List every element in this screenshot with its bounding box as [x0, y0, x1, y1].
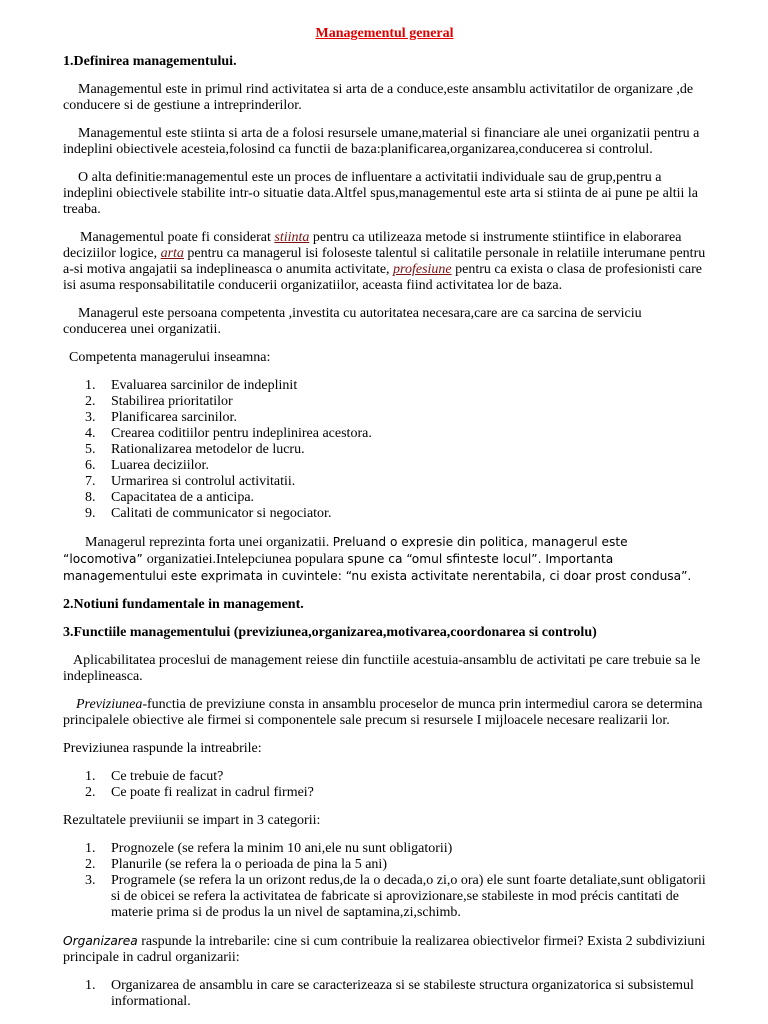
paragraph: Previziunea raspunde la intreabrile:: [63, 741, 262, 756]
paragraph-locomotive: [63, 534, 706, 585]
list-text: Ce trebuie de facut?: [111, 769, 224, 784]
list-number: 1.: [85, 841, 96, 856]
paragraph-previziunea: [63, 697, 706, 729]
list-item: [63, 490, 706, 506]
list-item: [63, 458, 706, 474]
term-profesiune: profesiune: [393, 262, 452, 277]
list-text: Organizarea de ansamblu in care se caracterizeaza si se stabileste structura organizatorica si subsistemul informational.: [111, 978, 694, 1009]
text-run: Preluand o expresie din politica, managerul este “locomotiva”: [63, 535, 628, 566]
text-run: -functia de previziune consta in ansamblu proceselor de munca prin intermediul carora se determina principalele obiective ale firmei si componentele sale precum si resursele I mijloacele necesare realizarii lor.: [63, 697, 703, 728]
paragraph: Managementul este stiinta si arta de a folosi resursele umane,material si financiare ale unei organizatii pentru a indeplini obiectivele acesteia,folosind ca functii de baza:planificarea,organizarea,conducerea si controlul.: [63, 126, 700, 157]
list-text: Planificarea sarcinilor.: [111, 410, 237, 425]
list-number: 2.: [85, 394, 96, 409]
list-number: 3.: [85, 410, 96, 425]
text-run: pentru ca utilizeaza metode si instrumente stiintifice in elaborarea deciziilor logice,: [63, 230, 682, 261]
list-number: 7.: [85, 474, 96, 489]
competence-list: [63, 378, 706, 522]
list-number: 5.: [85, 442, 96, 457]
list-text: Urmarirea si controlul activitatii.: [111, 474, 296, 489]
paragraph-definitions: [63, 230, 706, 294]
list-item: [63, 426, 706, 442]
list-number: 1.: [85, 978, 96, 993]
text-run: organizatiei.Intelepciunea populara: [146, 552, 348, 567]
term-arta: arta: [160, 246, 184, 261]
list-item: [63, 410, 706, 426]
paragraph: Competenta managerului inseamna:: [69, 350, 271, 365]
list-number: 3.: [85, 873, 96, 888]
questions-list: [63, 769, 706, 801]
list-text: Planurile (se refera la o perioada de pina la 5 ani): [111, 857, 387, 872]
list-item: [63, 769, 706, 785]
list-number: 6.: [85, 458, 96, 473]
list-text: Calitati de communicator si negociator.: [111, 506, 332, 521]
list-item: [63, 873, 706, 921]
list-number: 1.: [85, 769, 96, 784]
list-number: 2.: [85, 785, 96, 800]
list-number: 2.: [85, 857, 96, 872]
list-item: [63, 785, 706, 801]
list-item: [63, 378, 706, 394]
list-text: Evaluarea sarcinilor de indeplinit: [111, 378, 298, 393]
list-text: Stabilirea prioritatilor: [111, 394, 233, 409]
list-text: Prognozele (se refera la minim 10 ani,ele nu sunt obligatorii): [111, 841, 453, 856]
section-heading-3: 3.Functiile managementului (previziunea,organizarea,motivarea,coordonarea si controlu): [63, 625, 597, 640]
subdivisions-list: [63, 978, 706, 1010]
list-item: [63, 506, 706, 522]
list-number: 8.: [85, 490, 96, 505]
list-text: Crearea coditiilor pentru indeplinirea acestora.: [111, 426, 372, 441]
term-stiinta: stiinta: [274, 230, 310, 245]
list-text: Capacitatea de a anticipa.: [111, 490, 255, 505]
paragraph: Managementul este in primul rind activitatea si arta de a conduce,este ansamblu activitatilor de organizare ,de conducere si de gestiune a intreprinderilor.: [63, 82, 694, 113]
list-item: [63, 474, 706, 490]
text-run: pentru ca exista o clasa de profesionisti care isi asuma responsabilitatile conducerii organizatiilor, aceasta fiind activitatea lor de baza.: [63, 262, 702, 293]
list-number: 1.: [85, 378, 96, 393]
term-organizarea: Organizarea: [63, 934, 138, 948]
text-run: Managerul reprezinta forta unei organizatii.: [85, 535, 333, 550]
text-run: raspunde la intrebarile: cine si cum contribuie la realizarea obiectivelor firmei? Exista 2 subdiviziuni principale in cadrul organizarii:: [63, 934, 706, 965]
term-previziunea: Previziunea: [76, 697, 143, 712]
list-item: [63, 841, 706, 857]
list-item: [63, 394, 706, 410]
paragraph-organizarea: [63, 933, 706, 966]
section-heading-1: 1.Definirea managementului.: [63, 54, 237, 69]
list-text: Programele (se refera la un orizont redus,de la o decada,o zi,o ora) ele sunt foarte detaliate,sunt obligatorii si de obicei se refera la activitatea de fabricate si aprovizionare,se stabileste in mod précis cantitati de materie prima si de produs la un nivel de saptamina,zi,schimb.: [111, 873, 706, 920]
list-number: 4.: [85, 426, 96, 441]
paragraph: Rezultatele previiunii se impart in 3 categorii:: [63, 813, 321, 828]
list-item: [63, 978, 706, 1010]
list-text: Ce poate fi realizat in cadrul firmei?: [111, 785, 314, 800]
paragraph: Managerul este persoana competenta ,investita cu autoritatea necesara,care are ca sarcina de serviciu conducerea unei organizatii.: [63, 306, 642, 337]
section-heading-2: 2.Notiuni fundamentale in management.: [63, 597, 304, 612]
categories-list: [63, 841, 706, 921]
list-text: Luarea deciziilor.: [111, 458, 209, 473]
list-text: Rationalizarea metodelor de lucru.: [111, 442, 305, 457]
text-run: Managementul poate fi considerat: [80, 230, 275, 245]
list-number: 9.: [85, 506, 96, 521]
document-title: Managementul general: [315, 26, 454, 41]
paragraph: O alta definitie:managementul este un proces de influentare a activitatii individuale sau de grup,pentru a indeplini obiectivele stabilite intr-o situatie data.Altfel spus,managementul este arta si stiinta de ai pune pe altii la treaba.: [63, 170, 698, 217]
text-run: pentru ca managerul isi foloseste talentul si calitatile personale in relatiile interumane pentru a-si motiva angajatii sa indeplineasca o anumita activitate,: [63, 246, 706, 277]
list-item: [63, 442, 706, 458]
paragraph: Aplicabilitatea proceslui de management reiese din functiile acestuia-ansamblu de activitati pe care trebuie sa le indeplineasca.: [63, 653, 701, 684]
text-run: spune ca “omul sfinteste locul”. Importanta managementului este exprimata in cuvintele: “nu exista activitate nerentabila, ci doar prost condusa”.: [63, 552, 692, 583]
list-item: [63, 857, 706, 873]
